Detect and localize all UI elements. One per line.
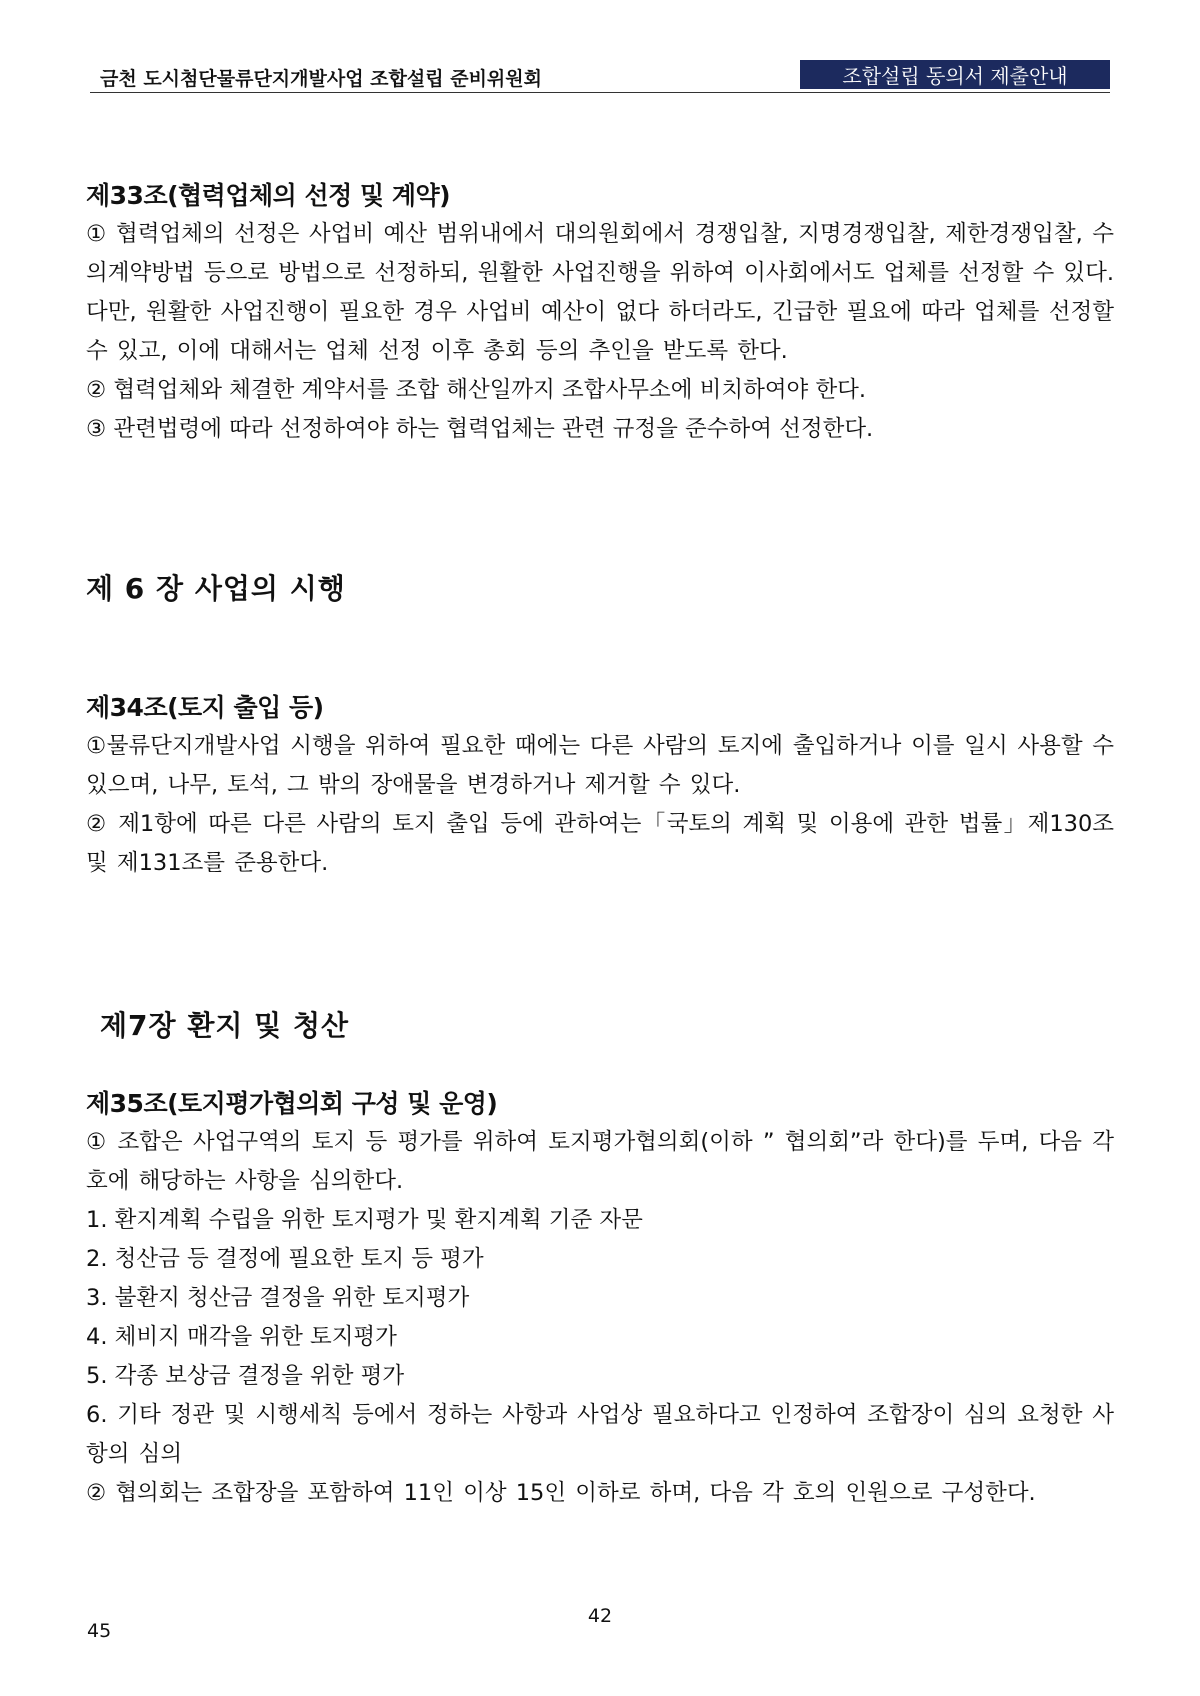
header-org-name: 금천 도시첨단물류단지개발사업 조합설립 준비위원회 — [100, 68, 542, 90]
article-35-item-2: 2. 청산금 등 결정에 필요한 토지 등 평가 — [86, 1246, 484, 1272]
page-number: 42 — [587, 1605, 613, 1627]
article-33-para-1: ① 협력업체의 선정은 사업비 예산 범위내에서 대의원회에서 경쟁입찰, 지명경쟁입찰, 제한경쟁입찰, 수의계약방법 등으로 방법으로 선정하되, 원활한 사업진행을 위하여 이사회에서도 업체를 선정할 수 있다. 다만, 원활한 사업진행이 필요한 경우 사업비 예산이 없다 하더라도, 긴급한 필요에 따라 업체를 선정할 수 있고, 이에 대해서는 업체 선정 이후 총회 등의 추인을 받도록 한다. — [86, 221, 1114, 364]
article-34-title: 제34조(토지 출입 등) — [86, 693, 324, 722]
header-badge: 조합설립 동의서 제출안내 — [800, 60, 1110, 89]
article-35-para-1: ① 조합은 사업구역의 토지 등 평가를 위하여 토지평가협의회(이하 ” 협의회”라 한다)를 두며, 다음 각 호에 해당하는 사항을 심의한다. — [86, 1129, 1114, 1194]
article-33-para-3: ③ 관련법령에 따라 선정하여야 하는 협력업체는 관련 규정을 준수하여 선정한다. — [86, 416, 874, 442]
page-header — [90, 60, 1110, 93]
article-35-item-4: 4. 체비지 매각을 위한 토지평가 — [86, 1324, 397, 1350]
article-34 — [86, 688, 1114, 883]
article-33-title: 제33조(협력업체의 선정 및 계약) — [86, 181, 451, 210]
article-34-para-1: ①물류단지개발사업 시행을 위하여 필요한 때에는 다른 사람의 토지에 출입하거나 이를 일시 사용할 수 있으며, 나무, 토석, 그 밖의 장애물을 변경하거나 제거할 수 있다. — [86, 733, 1114, 798]
article-35-item-6: 6. 기타 정관 및 시행세칙 등에서 정하는 사항과 사업상 필요하다고 인정하여 조합장이 심의 요청한 사항의 심의 — [86, 1402, 1114, 1467]
article-35 — [86, 1084, 1114, 1513]
chapter-6 — [86, 567, 1114, 607]
page-number-secondary: 45 — [87, 1620, 112, 1642]
article-34-para-2: ② 제1항에 따른 다른 사람의 토지 출입 등에 관하여는「국토의 계획 및 이용에 관한 법률」제130조 및 제131조를 준용한다. — [86, 811, 1114, 876]
article-35-item-3: 3. 불환지 청산금 결정을 위한 토지평가 — [86, 1285, 470, 1311]
article-35-item-1: 1. 환지계획 수립을 위한 토지평가 및 환지계획 기준 자문 — [86, 1207, 643, 1233]
article-33-para-2: ② 협력업체와 체결한 계약서를 조합 해산일까지 조합사무소에 비치하여야 한다. — [86, 377, 867, 403]
chapter-7 — [100, 1004, 1128, 1044]
chapter-7-title: 제7장 환지 및 청산 — [100, 1009, 350, 1042]
article-35-title: 제35조(토지평가협의회 구성 및 운영) — [86, 1089, 498, 1118]
article-33 — [86, 176, 1114, 449]
article-35-para-2: ② 협의회는 조합장을 포함하여 11인 이상 15인 이하로 하며, 다음 각 호의 인원으로 구성한다. — [86, 1480, 1036, 1506]
chapter-6-title: 제 6 장 사업의 시행 — [86, 572, 346, 605]
article-35-item-5: 5. 각종 보상금 결정을 위한 평가 — [86, 1363, 405, 1389]
